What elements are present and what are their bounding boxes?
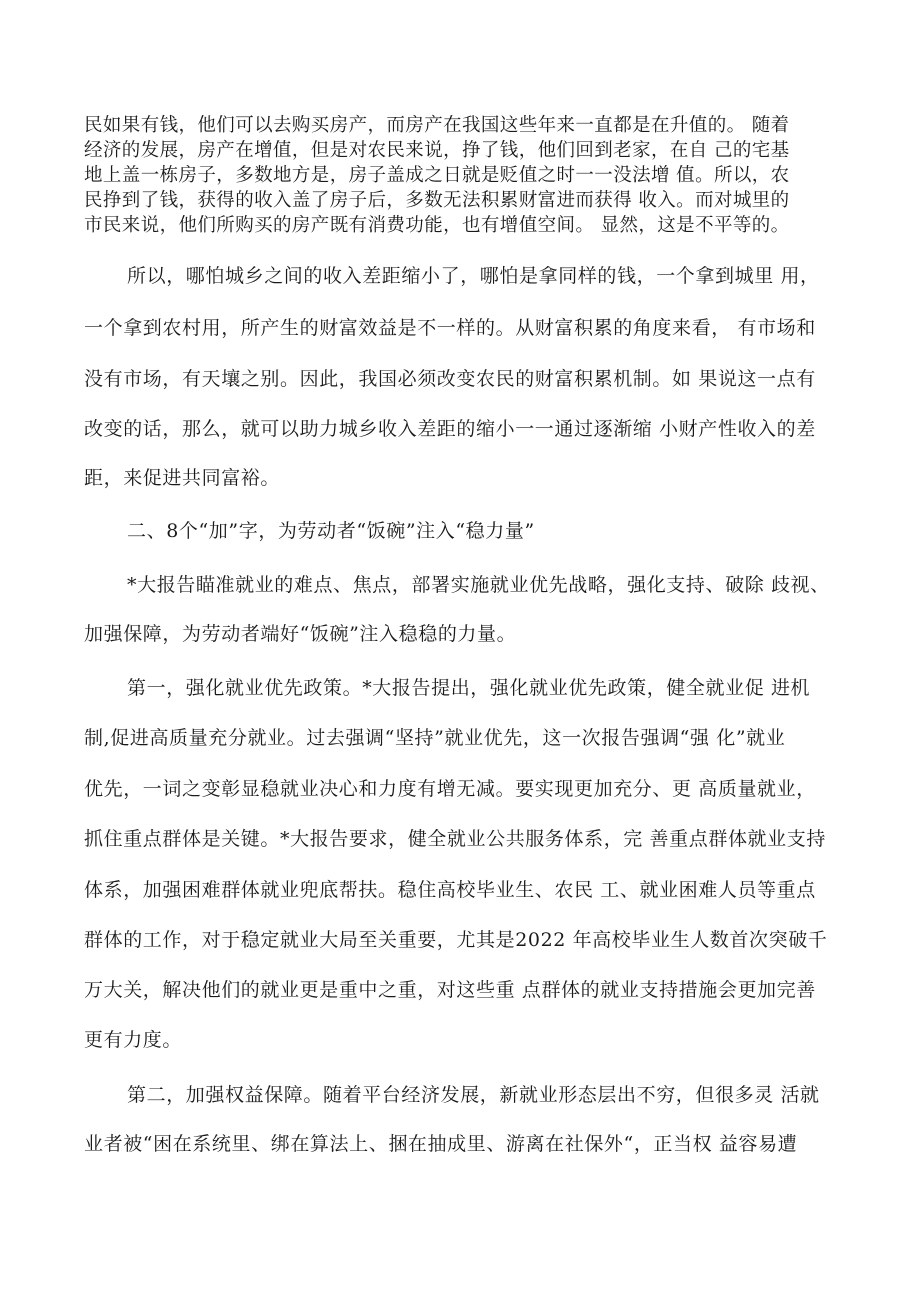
- text-line: 没有市场，有天壤之别。因此，我国必须改变农民的财富积累机制。如 果说这一点有: [84, 368, 816, 390]
- text-line: 地上盖一栋房子，多数地方是，房子盖成之日就是贬值之时一一没法增 值。所以，农: [84, 165, 790, 186]
- text-line: 第二，加强权益保障。随着平台经济发展，新就业形态层出不穷，但很多灵 活就: [127, 1084, 820, 1106]
- text-line: 一个拿到农村用，所产生的财富效益是不一样的。从财富积累的角度来看， 有市场和: [84, 317, 816, 339]
- text-line: 改变的话，那么，就可以助力城乡收入差距的缩小一一通过逐渐缩 小财产性收入的差: [84, 418, 816, 440]
- text-line: 万大关，解决他们的就业更是重中之重，对这些重 点群体的就业支持措施会更加完善: [84, 979, 816, 1001]
- text-line: 制,促进高质量充分就业。过去强调“坚持”就业优先，这一次报告强调“强 化”就业: [84, 727, 786, 749]
- text-line: 业者被“困在系统里、绑在算法上、捆在抽成里、游离在社保外“，正当权 益容易遭: [84, 1133, 798, 1155]
- text-line: 体系，加强困难群体就业兜底帮扶。稳住高校毕业生、农民 工、就业困难人员等重点: [84, 879, 816, 901]
- text-line: 更有力度。: [84, 1029, 183, 1051]
- text-line: 距，来促进共同富裕。: [84, 467, 281, 489]
- text-line: 民挣到了钱，获得的收入盖了房子后，多数无法积累财富进而获得 收入。而对城里的: [84, 190, 790, 211]
- text-line: 经济的发展，房产在增值，但是对农民来说，挣了钱，他们回到老家，在自 己的宅基: [84, 140, 790, 161]
- text-line: 优先，一词之变彰显稳就业决心和力度有增无减。要实现更加充分、更 高质量就业，: [84, 778, 816, 800]
- text-line: 民如果有钱，他们可以去购买房产，而房产在我国这些年来一直都是在升值的。 随着: [84, 115, 790, 136]
- text-line: 群体的工作，对于稳定就业大局至关重要，尤其是2022 年高校毕业生人数首次突破千: [84, 929, 828, 951]
- text-line: 抓住重点群体是关键。*大报告要求，健全就业公共服务体系，完 善重点群体就业支持: [84, 828, 826, 850]
- text-line: 第一，强化就业优先政策。*大报告提出，强化就业优先政策，健全就业促 进机: [127, 677, 811, 699]
- text-line: 所以，哪怕城乡之间的收入差距缩小了，哪怕是拿同样的钱，一个拿到城里 用，: [127, 265, 820, 287]
- section-heading: 二、8个“加”字，为劳动者“饭碗”注入“稳力量”: [127, 520, 535, 542]
- text-line: 加强保障，为劳动者端好“饭碗”注入稳稳的力量。: [84, 623, 517, 645]
- text-line: 市民来说，他们所购买的房产既有消费功能，也有增值空间。 显然，这是不平等的。: [84, 215, 790, 236]
- text-line: *大报告瞄准就业的难点、焦点，部署实施就业优先战略，强化支持、破除 歧视、: [127, 574, 830, 596]
